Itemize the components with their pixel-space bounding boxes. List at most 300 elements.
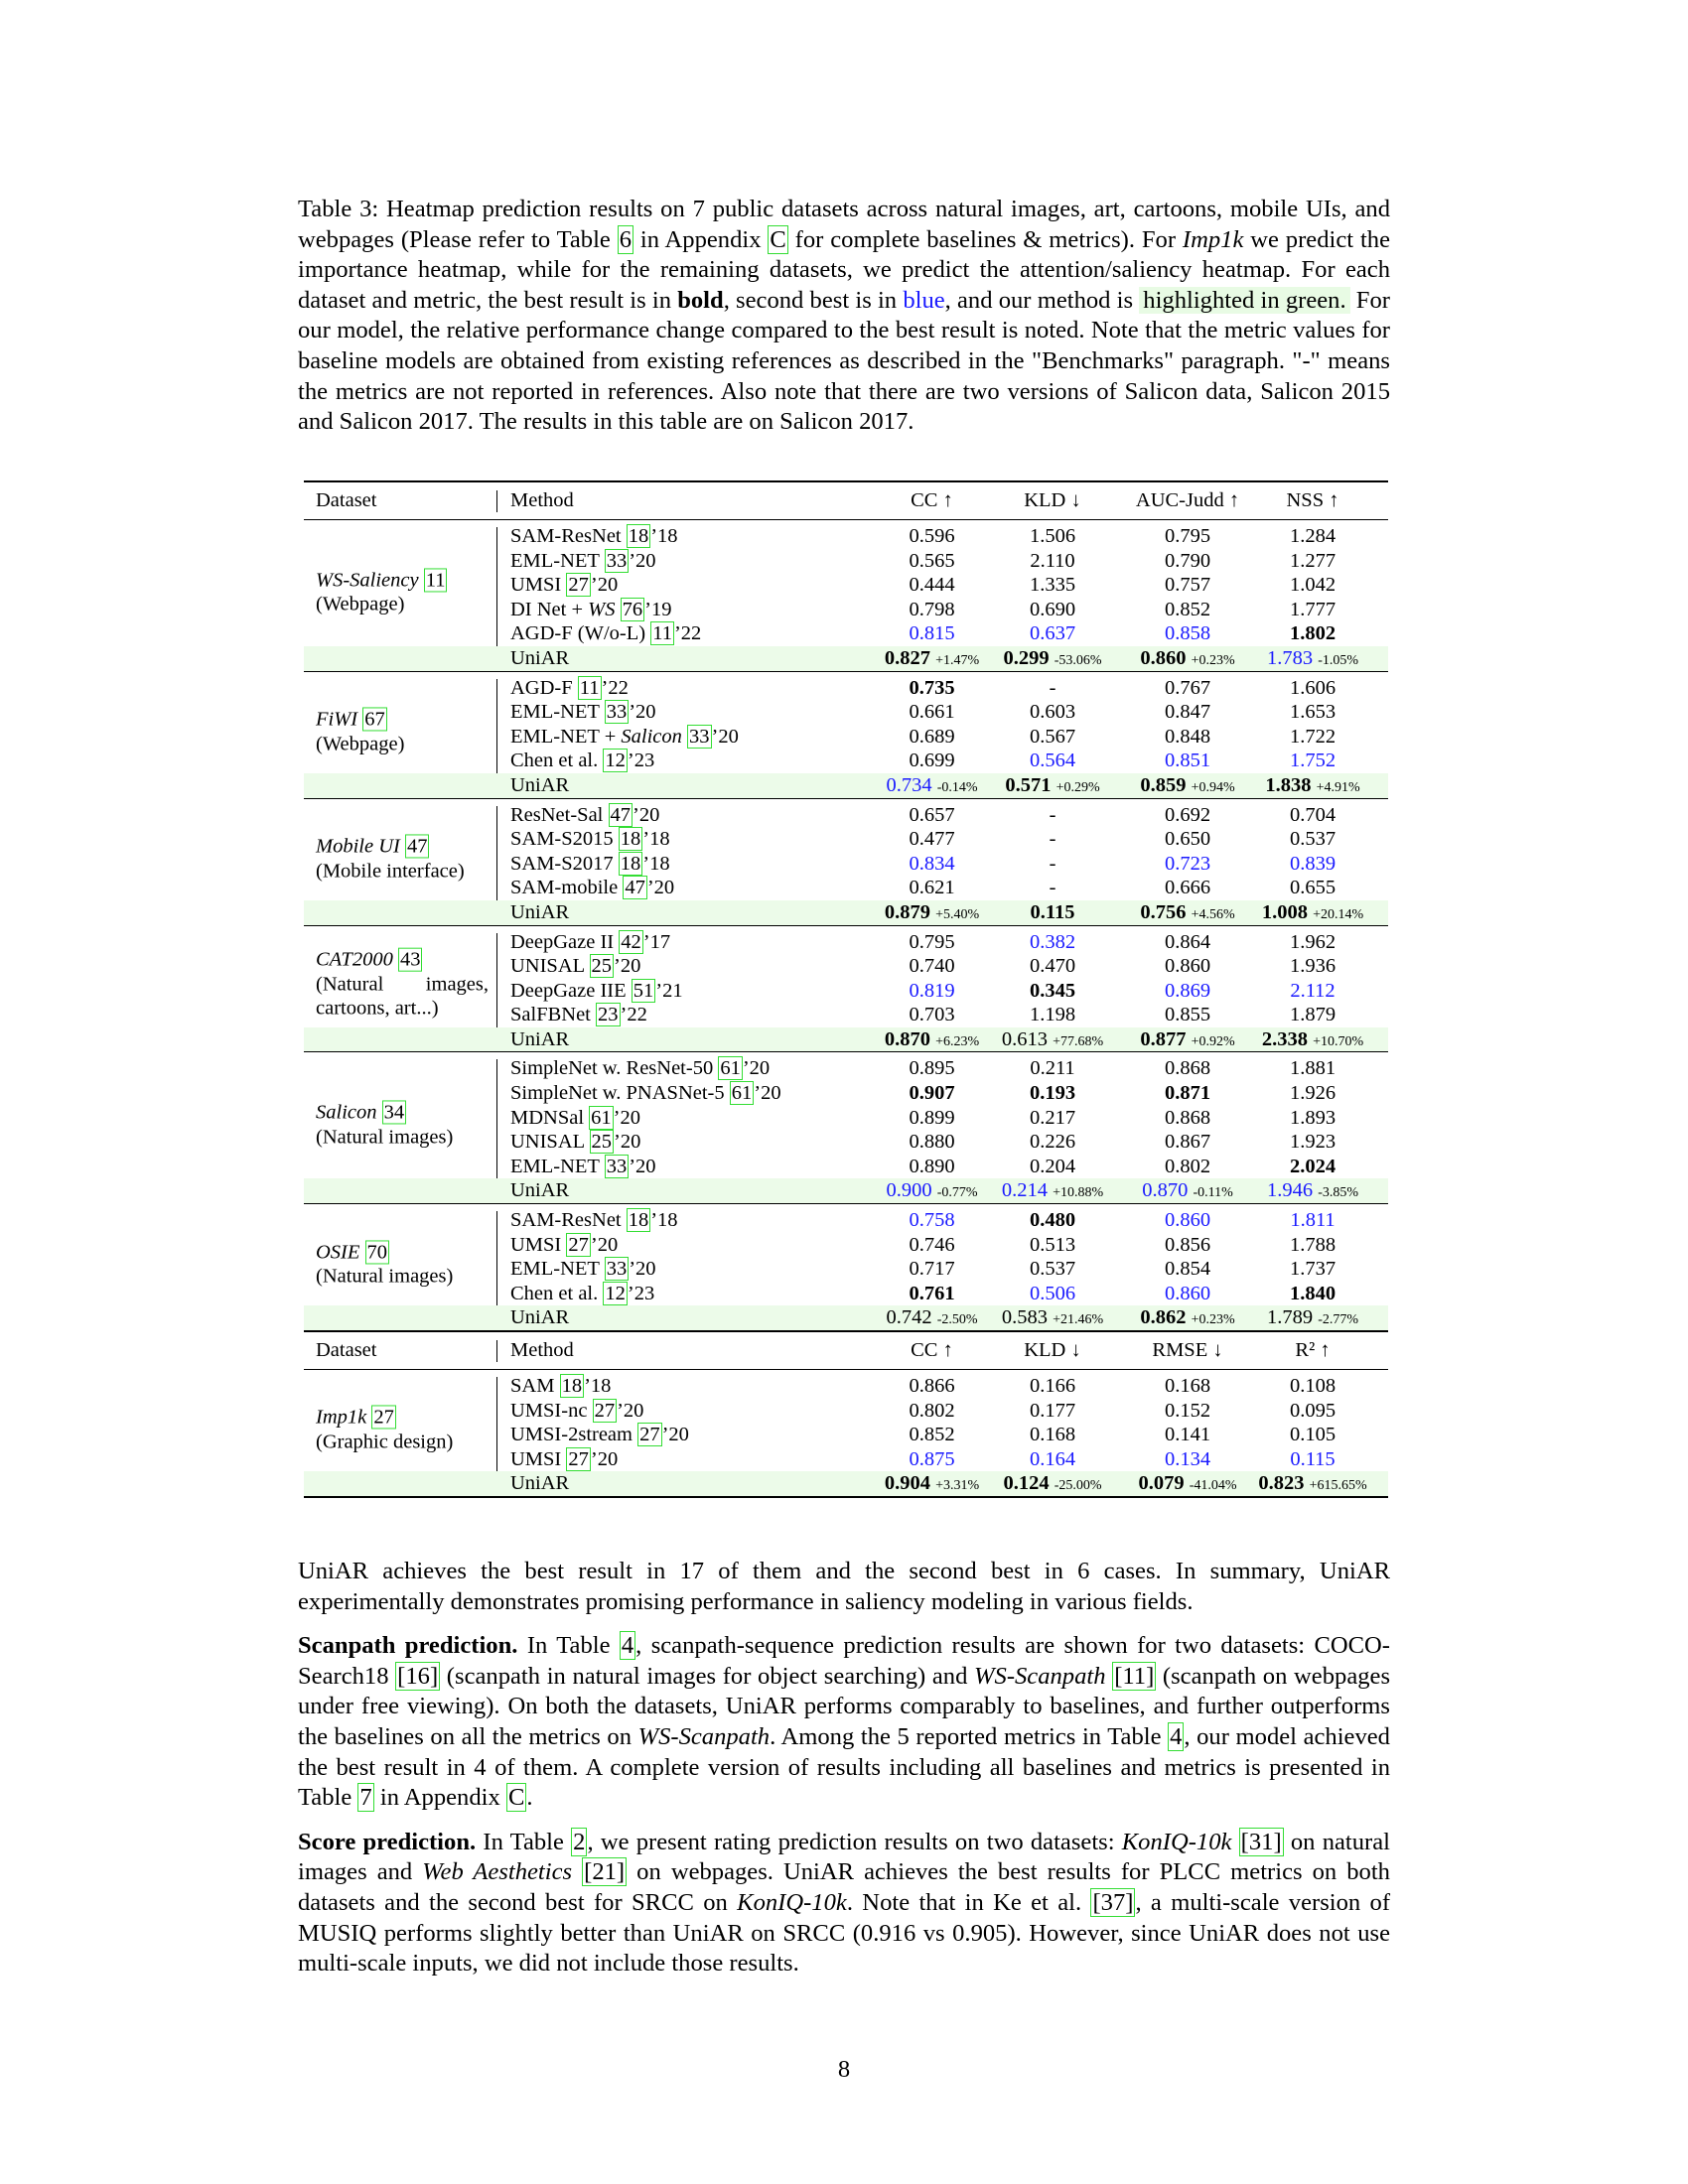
ref-link[interactable]: 27 [373,1406,394,1429]
table-caption: Table 3: Heatmap prediction results on 7 public datasets across natural images, art, cartoons, mobile UIs, and webpages (Please refer to Table 6 in Appendix C for complete baselines & metrics). For Imp1k we predict the importance heatmap, while for the remaining datasets, we predict the attention/saliency heatmap. For each dataset and metric, the best result is in bold, second best is in blue, and our method is highlighted in green. For our model, the relative performance change compared to the best result is noted. Note that the metric values for baseline models are obtained from existing references as described in the "Benchmarks" paragraph. "-" means the metrics are not reported in references. Also note that there are two versions of Salicon data, Salicon 2015 and Salicon 2017. The results in this table are on Salicon 2017. [298,196,1390,436]
metric-cell [1237,1447,1388,1472]
metric-value: 0.871 [1164,1082,1211,1105]
method-text: DeepGaze IIE [510,979,632,1002]
ref-link[interactable]: 34 [383,1101,405,1124]
metric-value: 0.168 [1029,1424,1076,1446]
metric-value: 0.839 [1289,852,1336,875]
metric-value: 0.723 [1164,852,1211,875]
table-row [304,930,1388,955]
method-text: UMSI [510,1447,567,1470]
dataset-group [304,1052,1388,1204]
table-row [304,700,1388,725]
method-name [510,598,671,622]
metric-value: 0.214 [1001,1179,1048,1202]
metric-value: 0.746 [909,1233,955,1256]
ref-link[interactable]: 18 [620,852,641,875]
metric-cell [1237,598,1388,622]
method-name [510,646,569,671]
summary-paragraph: UniAR achieves the best result in 17 of them and the second best in 6 cases. In summary, UniAR experimentally demonstrates promising performance in saliency modeling in various fields. [298,1558,1390,1615]
relative-change: +0.92% [1191,1033,1235,1049]
relative-change: +615.65% [1309,1478,1367,1494]
header-kld: KLD ↓ [1024,489,1081,511]
metric-cell [1237,1471,1388,1499]
method-text: UMSI-nc [510,1399,593,1422]
method-name [510,1423,689,1447]
method-name [510,1447,618,1472]
method-name [510,979,683,1004]
ref-link[interactable]: 23 [598,1004,619,1026]
method-year: ’20 [629,701,656,724]
method-year: ’18 [642,828,670,851]
metric-value: 0.108 [1289,1375,1336,1397]
metric-cell [1237,773,1388,801]
metric-value: 0.168 [1164,1375,1211,1397]
metric-value: 2.024 [1289,1155,1336,1177]
metric-value: 0.177 [1029,1399,1076,1422]
metric-value: 0.802 [1164,1155,1211,1177]
relative-change: -53.06% [1054,652,1102,668]
relative-change: +21.46% [1053,1312,1104,1328]
method-dataset-italic: WS [588,598,616,620]
ours-row [304,773,1388,798]
method-name [510,621,701,646]
method-text: SalFBNet [510,1004,596,1026]
metric-value: 0.226 [1029,1131,1076,1154]
metric-value: 1.962 [1289,930,1336,953]
ref-link[interactable]: 33 [606,549,628,572]
relative-change: +10.88% [1053,1185,1104,1201]
ref-link[interactable]: 11 [652,622,672,645]
metric-cell [1237,1155,1388,1179]
dataset-domain: (Webpage) [316,733,405,755]
metric-cell [1237,979,1388,1004]
ref-link[interactable]: 27 [639,1424,660,1446]
method-text: MDNSal [510,1106,590,1129]
table-row [304,1003,1388,1027]
metric-value: 0.079 [1138,1472,1185,1495]
metric-value: 1.606 [1289,676,1336,699]
metric-value: 1.881 [1289,1057,1336,1080]
metric-value: 0.477 [909,828,955,851]
ref-link[interactable]: 18 [620,828,641,851]
body-text [298,1557,1390,1993]
metric-cell [1237,749,1388,773]
metric-value: 1.893 [1289,1106,1336,1129]
table-row [304,852,1388,877]
dataset-title: FiWI [316,708,358,731]
method-name [510,676,629,701]
ref-link[interactable]: 61 [591,1106,612,1129]
metric-value: 0.603 [1029,701,1076,724]
method-text: Chen et al. [510,750,604,772]
page-number: 8 [837,2056,851,2083]
score-paragraph: Score prediction. In Table 2, we present rating prediction results on two datasets: KonIQ-10k [31] on natural images and Web Aesthetics [21] on webpages. UniAR achieves the best results for PLCC metrics on both datasets and the second best for SRCC on KonIQ-10k. Note that in Ke et al. [37], a multi-scale version of MUSIQ performs slightly better than UniAR on SRCC (0.916 vs 0.905). However, since UniAR does not use multi-scale inputs, we did not include those results. [298,1828,1391,1978]
metric-value: 0.858 [1164,622,1211,645]
relative-change: +0.94% [1191,779,1235,795]
metric-value: 0.105 [1289,1424,1336,1446]
ref-link[interactable]: 47 [610,803,631,826]
relative-change: -0.11% [1193,1185,1233,1201]
header-cc: CC ↑ [911,1339,953,1361]
ref-link[interactable]: 27 [568,1447,589,1470]
table-row [304,1130,1388,1155]
metric-cell [1237,621,1388,646]
method-text: UNISAL [510,1131,590,1154]
table-row [304,1056,1388,1081]
method-text: SAM-ResNet [510,525,627,547]
metric-cell [1237,852,1388,877]
metric-value: 0.689 [909,725,955,748]
relative-change: -2.50% [936,1312,978,1328]
metric-value: 1.284 [1289,525,1336,547]
ours-row [304,1305,1388,1330]
relative-change: -41.04% [1189,1478,1237,1494]
method-text: SAM [510,1375,560,1397]
metric-cell [1237,1003,1388,1027]
ref-link[interactable]: 11 [425,569,446,592]
ref-link[interactable]: [16] [397,1662,439,1690]
method-name [510,725,739,750]
metric-value: 0.152 [1164,1399,1211,1422]
metric-value: 0.860 [1164,955,1211,978]
method-text: UMSI-2stream [510,1424,638,1446]
method-year: ’20 [629,1258,656,1281]
metric-value: 1.923 [1289,1131,1336,1154]
method-year: ’18 [650,525,678,547]
metric-cell [1237,1233,1388,1258]
metric-value: 0.869 [1164,979,1211,1002]
metric-value: 0.855 [1164,1004,1211,1026]
relative-change: -25.00% [1054,1478,1102,1494]
method-name [510,524,678,549]
metric-value: 0.211 [1030,1057,1075,1080]
metric-cell [1237,549,1388,574]
metric-value: 0.735 [909,676,955,699]
metric-value: 0.827 [884,646,930,669]
method-text: EML-NET [510,1258,605,1281]
method-name [510,1081,781,1106]
method-name [510,1106,640,1131]
ref-link-table[interactable]: 6 [619,225,633,253]
header-auc-judd: AUC-Judd ↑ [1135,489,1240,511]
method-text: UniAR [510,900,570,923]
method-year: ’20 [629,549,656,572]
method-year: ’20 [742,1057,771,1080]
metric-value: 1.838 [1265,773,1312,796]
metric-value: 1.653 [1289,701,1336,724]
metric-value: 1.936 [1289,955,1336,978]
metric-value: 0.583 [1001,1306,1048,1329]
method-dataset-italic: Salicon [621,725,682,748]
relative-change: +0.23% [1191,1312,1235,1328]
ref-link[interactable]: 47 [406,835,428,858]
metric-value: - [1049,877,1056,899]
metric-value: 0.661 [909,701,955,724]
method-text: UNISAL [510,955,590,978]
table-row [304,1447,1388,1472]
ref-link[interactable]: C [507,1784,525,1812]
method-year: ’20 [590,574,619,597]
ref-link[interactable]: 27 [568,574,589,597]
method-name [510,827,670,852]
metric-value: 0.847 [1164,701,1211,724]
metric-value: 0.862 [1140,1306,1187,1329]
ref-link[interactable]: 70 [366,1240,388,1263]
relative-change: +4.56% [1191,906,1235,922]
dataset-group [304,520,1388,672]
dataset-title: WS-Saliency [316,569,419,592]
method-name [510,930,670,955]
metric-value: 0.166 [1029,1375,1076,1397]
method-text: EML-NET [510,1155,605,1177]
metric-value: 0.613 [1001,1027,1048,1050]
ref-link[interactable]: [31] [1240,1828,1282,1855]
dataset-title: Mobile UI [316,835,400,858]
method-year: ’20 [590,1233,619,1256]
metric-value: 0.907 [909,1082,955,1105]
metric-value: 0.513 [1029,1233,1076,1256]
ref-link[interactable]: 33 [606,701,628,724]
metric-value: 0.655 [1289,877,1336,899]
metric-cell [1237,1106,1388,1131]
relative-change: +0.23% [1191,652,1235,668]
ref-link[interactable]: 12 [605,750,626,772]
metric-value: 0.795 [909,930,955,953]
metric-value: 0.444 [909,574,955,597]
ref-link[interactable]: 76 [622,598,643,620]
method-text: DeepGaze II [510,930,620,953]
metric-value: - [1049,676,1056,699]
metric-value: 0.690 [1029,598,1076,620]
metric-value: 1.198 [1029,1004,1076,1026]
relative-change: -3.85% [1318,1185,1359,1201]
metric-value: 0.819 [909,979,955,1002]
dataset-domain: (Webpage) [316,593,405,615]
method-year: ’18 [584,1375,612,1397]
metric-value: 0.742 [886,1306,932,1329]
table-row [304,598,1388,622]
method-name [510,773,569,798]
metric-value: 0.900 [886,1179,932,1202]
metric-cell [1237,930,1388,955]
metric-value: 0.864 [1164,930,1211,953]
metric-value: 1.802 [1289,622,1336,645]
metric-value: 0.666 [1164,877,1211,899]
ref-link-appendix[interactable]: C [770,225,786,253]
method-name [510,1282,654,1306]
table-header [304,480,1388,520]
table-row [304,549,1388,574]
method-text: ResNet-Sal [510,803,609,826]
ref-link[interactable]: 11 [579,676,600,699]
metric-value: 0.854 [1164,1258,1211,1281]
method-text: SAM-ResNet [510,1209,627,1232]
metric-value: 0.193 [1029,1082,1076,1105]
dataset-title: Imp1k [316,1406,367,1429]
method-name [510,700,656,725]
metric-value: 0.703 [909,1004,955,1026]
table-row [304,749,1388,773]
ref-link[interactable]: 67 [364,708,385,731]
ref-link[interactable]: 18 [561,1375,583,1397]
method-text: SAM-S2017 [510,852,619,875]
table-row [304,1257,1388,1282]
ref-link[interactable]: 7 [359,1784,372,1812]
metric-value: - [1049,803,1056,826]
metric-value: 0.867 [1164,1131,1211,1154]
method-year: ’20 [646,877,675,899]
ref-link[interactable]: 51 [633,979,654,1002]
metric-value: 0.650 [1164,828,1211,851]
method-name [510,1155,656,1179]
dataset-title: OSIE [316,1240,360,1263]
column-divider [496,1340,497,1362]
method-year: ’21 [655,979,683,1002]
method-year: ’20 [614,1131,641,1154]
metric-cell [1237,1423,1388,1447]
method-name [510,1257,656,1282]
method-text: UniAR [510,1179,570,1202]
ref-link[interactable]: 61 [731,1082,753,1105]
ref-link[interactable]: 18 [628,525,649,547]
ref-link[interactable]: [37] [1092,1888,1134,1916]
method-text: UniAR [510,1027,570,1050]
header-dataset: Dataset [316,1339,377,1361]
ref-link[interactable]: 47 [625,877,645,899]
dataset-domain: (Natural images) [316,1126,454,1149]
ours-row [304,1178,1388,1203]
ours-row [304,1027,1388,1052]
ref-link[interactable]: 2 [573,1828,586,1855]
metric-value: - [1049,828,1056,851]
metric-value: 0.567 [1029,725,1076,748]
metric-value: 0.860 [1164,1282,1211,1304]
metric-value: 2.112 [1290,979,1336,1002]
method-year: ’20 [754,1082,781,1105]
metric-cell [1237,725,1388,750]
ref-link[interactable]: 42 [621,930,641,953]
metric-cell [1237,803,1388,828]
ref-link[interactable]: 25 [591,1131,613,1154]
ref-link[interactable]: 4 [621,1632,634,1660]
metric-value: 0.699 [909,750,955,772]
metric-value: 0.756 [1140,900,1187,923]
relative-change: +1.47% [935,652,980,668]
ref-link[interactable]: 4 [1170,1722,1183,1750]
method-year: ’22 [673,622,702,645]
dataset-title: Salicon [316,1101,377,1124]
metric-value: 1.042 [1289,574,1336,597]
relative-change: +3.31% [935,1478,980,1494]
relative-change: +5.40% [935,906,980,922]
method-name [510,876,674,900]
dataset-group [304,1370,1388,1498]
metric-value: 0.895 [909,1057,955,1080]
dataset-domain: (Natural images) [316,1265,454,1288]
ref-link[interactable]: 18 [628,1209,649,1232]
metric-value: 0.141 [1164,1424,1211,1446]
metric-value: 0.565 [909,549,955,572]
metric-cell [1237,1282,1388,1306]
method-text: EML-NET [510,701,605,724]
metric-value: 0.815 [909,622,955,645]
method-text: UniAR [510,1306,570,1329]
dataset-group [304,1204,1388,1331]
ref-link[interactable]: 25 [591,955,613,978]
metric-value: 0.880 [909,1131,955,1154]
metric-value: 0.740 [909,955,955,978]
ref-link[interactable]: 12 [605,1282,626,1304]
method-name [510,1027,569,1052]
metric-cell [1237,827,1388,852]
metric-value: 0.758 [909,1209,955,1232]
metric-value: 0.134 [1164,1447,1211,1470]
ref-link[interactable]: 27 [594,1399,616,1422]
relative-change: -2.77% [1318,1312,1359,1328]
method-name [510,573,618,598]
method-text [616,599,621,620]
metric-value: 0.868 [1164,1106,1211,1129]
method-text: EML-NET [510,549,605,572]
metric-value: 0.767 [1164,676,1211,699]
ref-link[interactable]: 43 [399,948,421,971]
ref-link[interactable]: [11] [1114,1662,1155,1690]
metric-value: 0.848 [1164,725,1211,748]
ours-row [304,646,1388,671]
metric-cell [1237,524,1388,549]
dataset-domain-cont: cartoons, art...) [316,997,439,1020]
ours-row [304,1471,1388,1496]
metric-cell [1237,954,1388,979]
metric-value: 0.852 [909,1424,955,1446]
ref-link[interactable]: [21] [584,1858,626,1886]
metric-value: 0.790 [1164,549,1211,572]
ref-link[interactable]: 33 [689,725,710,748]
metric-value: 0.868 [1164,1057,1211,1080]
ref-link[interactable]: 33 [606,1258,628,1281]
ref-link[interactable]: 27 [568,1233,589,1256]
metric-value: 0.095 [1289,1399,1336,1422]
method-year: ’18 [642,852,670,875]
metric-value: 0.875 [909,1447,955,1470]
method-name [510,852,670,877]
dataset-title: CAT2000 [316,948,393,971]
metric-value: 1.811 [1290,1209,1336,1232]
metric-value: 0.537 [1029,1258,1076,1281]
relative-change: -1.05% [1318,652,1359,668]
metric-value: 0.798 [909,598,955,620]
table-row [304,1399,1388,1424]
method-name [510,1233,618,1258]
metric-value: 1.788 [1289,1233,1336,1256]
method-name [510,1003,647,1027]
method-year: ’20 [614,955,641,978]
metric-value: 1.335 [1029,574,1076,597]
metric-value: 0.795 [1164,525,1211,547]
metric-value: 1.722 [1289,725,1336,748]
metric-cell [1237,1305,1388,1333]
ref-link[interactable]: 33 [606,1155,628,1177]
metric-value: 0.621 [909,877,955,899]
relative-change: -0.77% [936,1185,978,1201]
ref-link[interactable]: 61 [720,1057,741,1080]
metric-value: 0.717 [909,1258,955,1281]
method-year: ’19 [644,598,672,620]
header-method: Method [510,489,574,511]
method-name [510,1399,643,1424]
metric-value: 0.637 [1029,622,1076,645]
dataset-domain: (Natural images, [316,973,489,996]
